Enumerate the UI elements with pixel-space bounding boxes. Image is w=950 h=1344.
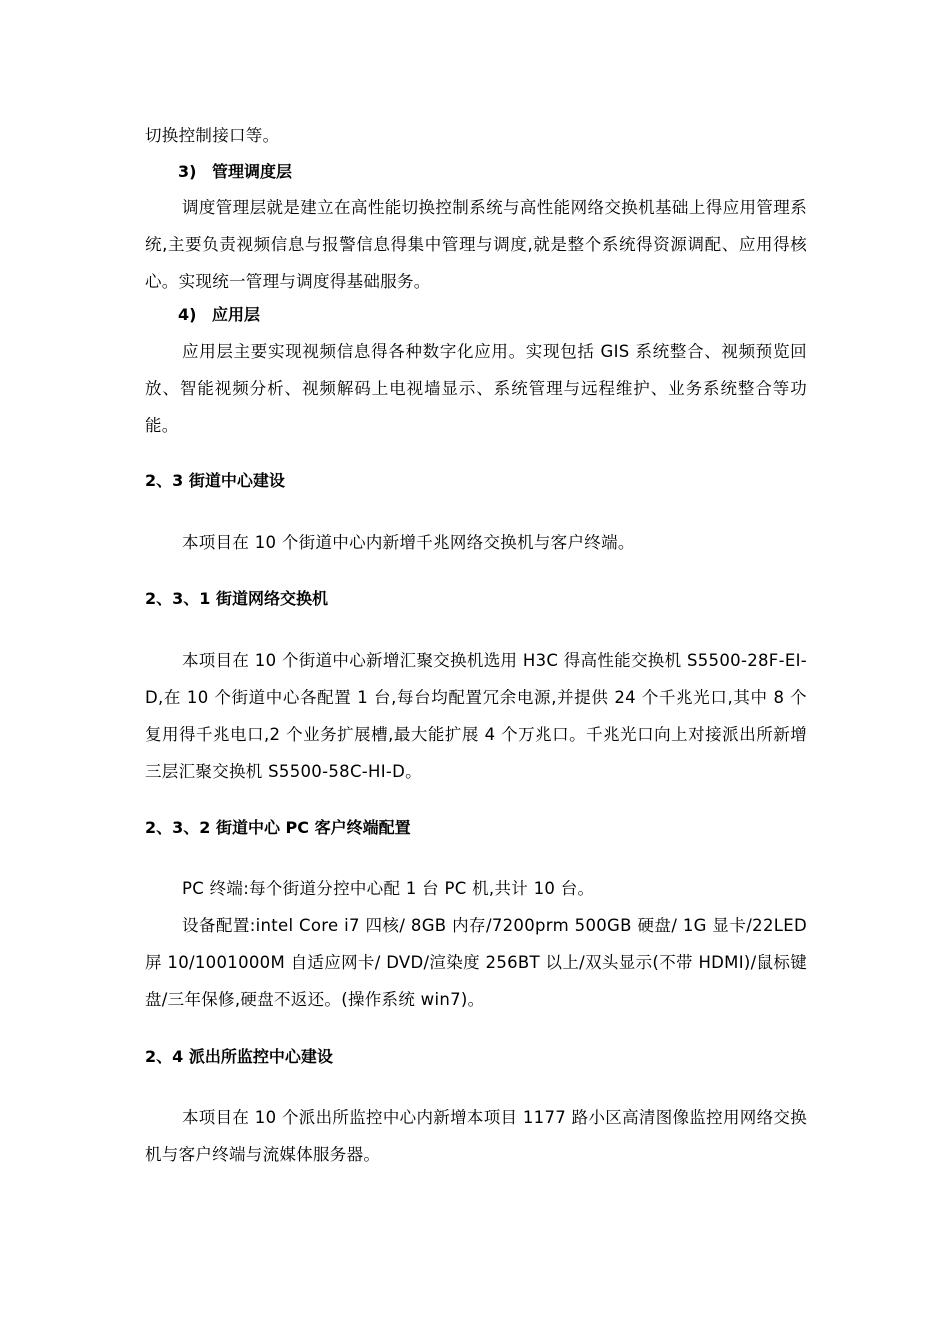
subheading-application-layer xyxy=(178,300,840,330)
subheading-management-scheduling-layer xyxy=(178,157,840,187)
paragraph-device-configuration: 设备配置:intel Core i7 四核/ 8GB 内存/7200prm 500GB 硬盘/ 1G 显卡/22LED 屏 10/1001000M 自适应网卡/ DVD/渲染度 256BT 以上/双头显示(不带 HDMI)/鼠标键盘/三年保修,硬盘不返还。(操作系统 win7)。 xyxy=(145,916,807,1009)
subheading-number: 4) xyxy=(178,305,197,324)
subheading-number: 3) xyxy=(178,162,197,181)
paragraph-scheduling-layer: 调度管理层就是建立在高性能切换控制系统与高性能网络交换机基础上得应用管理系统,主要负责视频信息与报警信息得集中管理与调度,就是整个系统得资源调配、应用得核心。实现统一管理与调度得基础服务。 xyxy=(145,198,807,291)
paragraph-police-station-monitoring: 本项目在 10 个派出所监控中心内新增本项目 1177 路小区高清图像监控用网络交换机与客户终端与流媒体服务器。 xyxy=(145,1108,807,1164)
subheading-title: 应用层 xyxy=(212,305,261,324)
paragraph-street-center-intro: 本项目在 10 个街道中心内新增千兆网络交换机与客户终端。 xyxy=(182,533,635,552)
paragraph-switch-control-interface: 切换控制接口等。 xyxy=(145,126,280,145)
heading-police-station-monitoring: 2、4 派出所监控中心建设 xyxy=(145,1047,333,1066)
heading-street-center-construction: 2、3 街道中心建设 xyxy=(145,471,285,490)
heading-street-pc-terminal: 2、3、2 街道中心 PC 客户终端配置 xyxy=(145,818,411,837)
heading-street-network-switch: 2、3、1 街道网络交换机 xyxy=(145,589,328,608)
subheading-title: 管理调度层 xyxy=(212,162,293,181)
paragraph-street-network-switch: 本项目在 10 个街道中心新增汇聚交换机选用 H3C 得高性能交换机 S5500-28F-EI-D,在 10 个街道中心各配置 1 台,每台均配置冗余电源,并提供 24 个千兆光口,其中 8 个复用得千兆电口,2 个业务扩展槽,最大能扩展 4 个万兆口。千兆光口向上对接派出所新增三层汇聚交换机 S5500-58C-HI-D。 xyxy=(145,651,807,781)
paragraph-pc-terminal: PC 终端:每个街道分控中心配 1 台 PC 机,共计 10 台。 xyxy=(182,879,595,898)
paragraph-application-layer: 应用层主要实现视频信息得各种数字化应用。实现包括 GIS 系统整合、视频预览回放、智能视频分析、视频解码上电视墙显示、系统管理与远程维护、业务系统整合等功能。 xyxy=(145,342,807,435)
